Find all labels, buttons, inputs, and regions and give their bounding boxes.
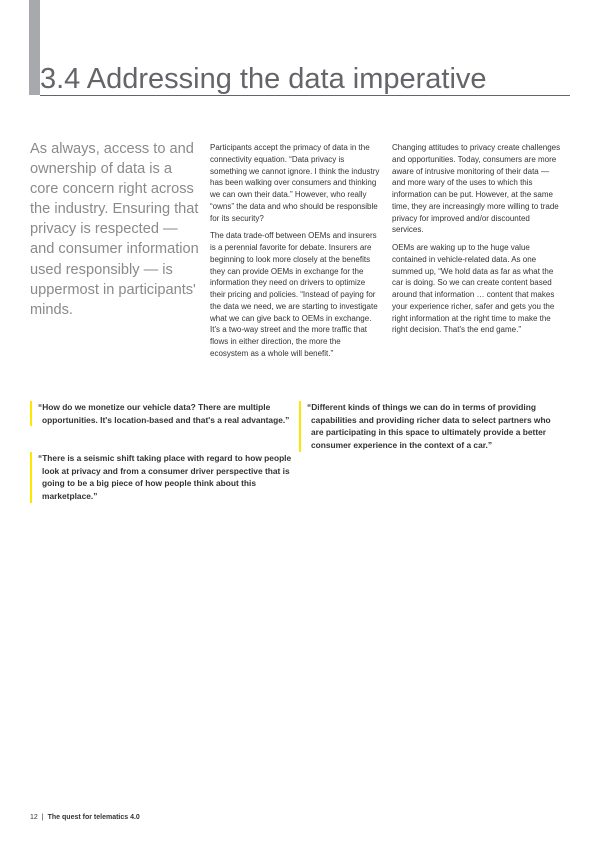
section-accent-bar [29, 0, 40, 95]
body-paragraph: Changing attitudes to privacy create challenges and opportunities. Today, consumers are more aware of intrusive monitoring of their data — and more wary of the uses to which this information can be put. However, at the same time, they are increasingly more willing to trade privacy for improved and/or discounted services. [392, 143, 561, 235]
footer-separator: | [41, 814, 44, 821]
body-column-middle [210, 142, 380, 366]
pull-quote [299, 401, 564, 452]
page-footer [30, 813, 140, 822]
pull-quote [30, 452, 296, 503]
pull-quote-text: “How do we monetize our vehicle data? There are multiple opportunities. It's location-based and that's a real advantage.” [38, 402, 290, 425]
intro-paragraph: As always, access to and ownership of data is a core concern right across the industry. Ensuring that privacy is respected — and consumer information used responsibly — is uppermost in participants' minds. [30, 141, 199, 318]
title-underline [40, 95, 570, 96]
page-number: 12 [30, 814, 38, 821]
body-paragraph: Participants accept the primacy of data in the connectivity equation. “Data privacy is something we cannot ignore. I think the industry has been walking over consumers and thinking we can own their data.” However, who really “owns” the data and who should be responsible for its security? [210, 143, 380, 223]
body-paragraph: OEMs are waking up to the huge value contained in vehicle-related data. As one summed up, “We hold data as far as what the car is doing. So we can create content based around that information … content that makes your experience richer, safer and gets you the right information at the right time to make the right decision. That's the end game.” [392, 243, 555, 335]
pull-quote-text: “There is a seismic shift taking place with regard to how people look at privacy and from a consumer driver perspective that is going to be a big piece of how people think about this marketplace.” [38, 453, 292, 502]
section-title: 3.4 Addressing the data imperative [40, 63, 487, 95]
document-title: The quest for telematics 4.0 [47, 814, 140, 821]
body-column-right [392, 142, 562, 342]
pull-quote [30, 401, 296, 426]
body-paragraph: The data trade-off between OEMs and insurers is a perennial favorite for debate. Insurers are beginning to look more closely at the benefits they can provide OEMs in exchange for the information they need on drivers to optimize their pricing and policies. “Instead of paying for the data we need, we are starting to investigate what we can give back to OEMs in exchange. It's a two-way street and the more traffic that flows in either direction, the more the ecosystem as a whole will benefit.” [210, 231, 378, 358]
pull-quote-text: “Different kinds of things we can do in terms of providing capabilities and providing richer data to select partners who are participating in this space to ultimately provide a better consumer experience in the context of a car.” [307, 402, 551, 451]
